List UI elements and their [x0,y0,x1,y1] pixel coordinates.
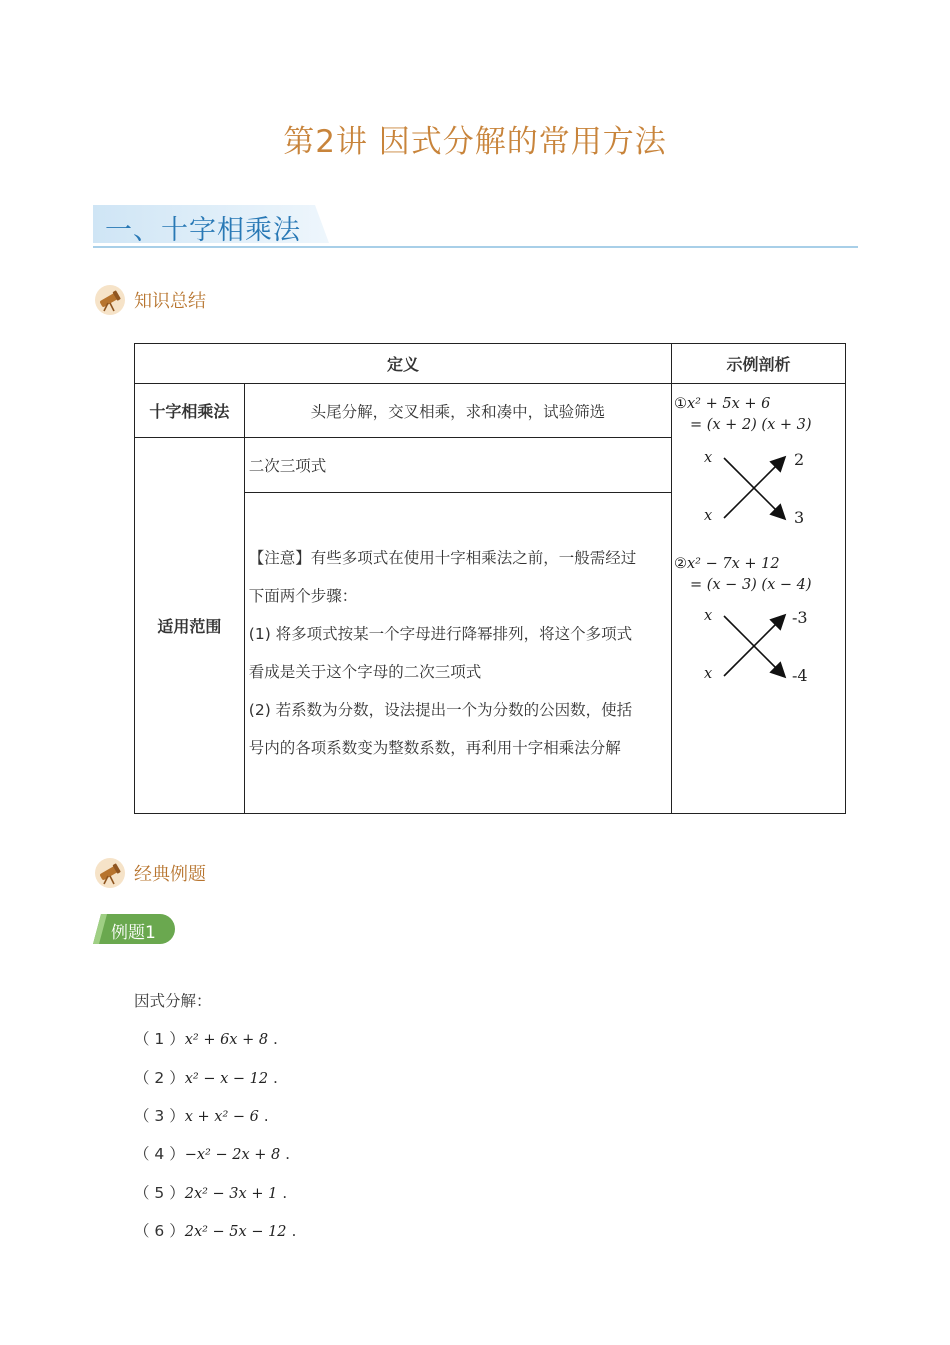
example-2-marker: ② [673,556,687,572]
summary-heading-label: 知识总结 [134,291,206,312]
note-line: (1) 将多项式按某一个字母进行降幂排列，将这个多项式 [248,625,633,643]
example-2-line1: x² − 7x + 12 [686,556,780,572]
problem-expression: 2x² − 5x − 12 [184,1224,287,1240]
problem-expression: 2x² − 3x + 1 [184,1186,278,1202]
note-line: 下面两个步骤： [248,587,358,605]
problem-expression: −x² − 2x + 8 [184,1147,281,1163]
problem-end: . [268,1069,278,1087]
note-line: 【注意】有些多项式在使用十字相乘法之前，一般需经过 [248,549,637,567]
classic-heading [94,857,206,889]
problem-expression: x² − x − 12 [184,1071,269,1087]
example-2-line2: = (x − 3) (x − 4) [689,577,812,593]
example-1-line2: = (x + 2) (x + 3) [689,417,812,433]
example-2-left-top: x [703,608,713,624]
problem-end: . [258,1107,269,1125]
page-title: 第2讲 因式分解的常用方法 [283,124,667,160]
classic-heading-label: 经典例题 [134,864,206,885]
problem-expression: x + x² − 6 [184,1109,259,1125]
example-2-right-bottom: -4 [791,666,808,685]
problem-expression: x² + 6x + 8 [184,1032,269,1048]
problem-number: （ 1 ） [134,1030,185,1048]
problem-end: . [286,1222,297,1240]
example-2-right-top: -3 [791,608,808,627]
problem-number: （ 2 ） [134,1069,185,1087]
problem-item [134,1066,278,1088]
row-head-cross-method: 十字相乘法 [135,384,245,438]
header-definition: 定义 [135,344,672,384]
example-1-right-bottom: 3 [793,508,805,527]
problem-item [134,1181,287,1203]
example-analysis-cell [671,384,845,814]
problem-number: （ 5 ） [134,1184,185,1202]
example-1-left-bottom: x [703,508,713,524]
method-table [134,343,846,814]
definition-text: 头尾分解，交叉相乘，求和凑中，试验筛选 [244,384,671,438]
problem-item [134,1104,269,1126]
problem-item [134,1142,290,1164]
problem-number: （ 4 ） [134,1145,185,1163]
section-header [93,203,858,249]
example-1-equation [674,394,812,436]
problem-end: . [280,1145,291,1163]
example-2-equation [674,554,812,596]
problem-number: （ 6 ） [134,1222,185,1240]
example-1-marker: ① [673,396,687,412]
example-2-cross-diagram [700,604,830,690]
problem-intro: 因式分解： [134,992,212,1010]
problem-end: . [268,1030,278,1048]
problem-item [134,1027,278,1049]
example-tag-label: 例题1 [111,923,156,943]
row-head-scope: 适用范围 [135,438,245,814]
note-line: 看成是关于这个字母的二次三项式 [248,663,482,681]
problem-number: （ 3 ） [134,1107,185,1125]
note-line: (2) 若系数为分数，设法提出一个为分数的公因数，使括 [248,701,633,719]
telescope-icon [94,857,126,889]
problem-item [134,1219,296,1241]
example-tag [93,914,175,944]
example-1-line1: x² + 5x + 6 [686,396,771,412]
telescope-icon [94,284,126,316]
header-example: 示例剖析 [671,344,845,384]
example-1-right-top: 2 [793,450,805,469]
section-title: 一、十字相乘法 [105,215,301,246]
example-1-left-top: x [703,450,713,466]
example-2-left-bottom: x [703,666,713,682]
note-line: 号内的各项系数变为整数系数，再利用十字相乘法分解 [248,739,621,757]
summary-heading [94,284,206,316]
scope-text: 二次三项式 [244,438,671,493]
note-cell [244,493,671,814]
problem-end: . [277,1184,288,1202]
example-1-cross-diagram [700,446,830,532]
